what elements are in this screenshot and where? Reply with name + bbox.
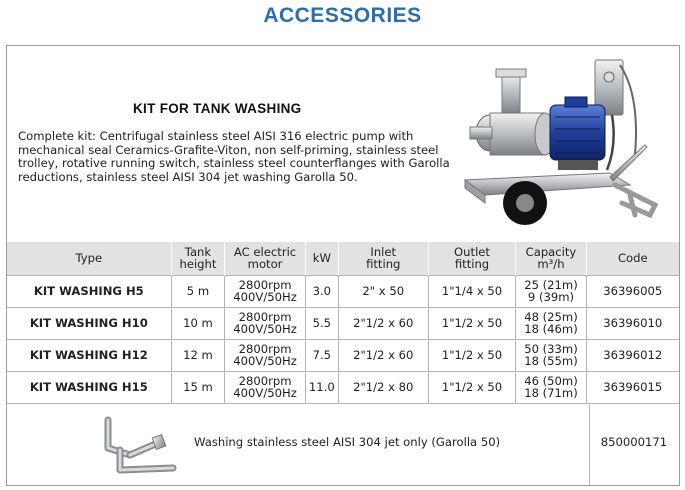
- cell-inlet: 2" x 50: [338, 275, 428, 307]
- kit-description: Complete kit: Centrifugal stainless steel AISI 316 electric pump with mechanical seal Ceramics-Grafite-Viton, non self-priming, stainless steel trolley, rotative running switch, stainless steel counterflanges with Garolla reductions, stainless steel AISI 304 jet washing Garolla 50.: [18, 129, 450, 184]
- cell-motor-voltage: 400V/50Hz: [233, 386, 297, 400]
- header-motor: [225, 242, 306, 275]
- cell-motor-voltage: 400V/50Hz: [233, 354, 297, 368]
- cell-inlet: 2"1/2 x 60: [338, 339, 428, 371]
- cell-height: 5 m: [171, 275, 225, 307]
- header-capacity-line1: Capacity: [525, 244, 577, 259]
- cell-kw: 7.5: [305, 339, 338, 371]
- cell-type: KIT WASHING H10: [7, 307, 171, 339]
- cell-outlet: 1"1/2 x 50: [428, 339, 516, 371]
- cell-motor: [225, 339, 306, 371]
- cell-capacity-line1: 25 (21m): [524, 277, 578, 292]
- cell-motor: [225, 275, 306, 307]
- cell-capacity-line1: 50 (33m): [524, 341, 578, 356]
- accessory-description: Washing stainless steel AISI 304 jet only (Garolla 50): [194, 435, 501, 449]
- header-kw-label: kW: [312, 251, 331, 265]
- table-row: [7, 307, 679, 339]
- header-kw: [305, 242, 338, 275]
- header-inlet-line2: fitting: [366, 257, 401, 272]
- cell-motor-rpm: 2800rpm: [238, 341, 292, 356]
- table-row: [7, 339, 679, 371]
- cell-outlet: 1"1/4 x 50: [428, 275, 516, 307]
- cell-capacity-line1: 48 (25m): [524, 309, 578, 324]
- header-inlet: [338, 242, 428, 275]
- header-capacity-line2: m³/h: [537, 257, 565, 272]
- cell-type: KIT WASHING H12: [7, 339, 171, 371]
- header-type: [7, 242, 171, 275]
- cell-kw: 3.0: [305, 275, 338, 307]
- cell-motor-voltage: 400V/50Hz: [233, 322, 297, 336]
- header-motor-line1: AC electric: [233, 244, 297, 259]
- cell-code: 36396015: [586, 371, 679, 403]
- cell-type: KIT WASHING H15: [7, 371, 171, 403]
- cell-kw: 11.0: [305, 371, 338, 403]
- cell-motor-rpm: 2800rpm: [238, 309, 292, 324]
- pump-kit-on-trolley-icon: [450, 55, 665, 235]
- cell-height: 10 m: [171, 307, 225, 339]
- cell-code: 36396010: [586, 307, 679, 339]
- cell-height: 12 m: [171, 339, 225, 371]
- cell-capacity-line2: 18 (46m): [524, 322, 578, 336]
- cell-motor-voltage: 400V/50Hz: [233, 290, 297, 304]
- header-outlet-line1: Outlet: [454, 244, 490, 259]
- header-tank-height: [171, 242, 225, 275]
- cell-capacity-line2: 9 (39m): [527, 290, 575, 304]
- table-row: [7, 275, 679, 307]
- cell-code: 36396005: [586, 275, 679, 307]
- page-title: ACCESSORIES: [263, 4, 422, 27]
- header-motor-line2: motor: [247, 257, 283, 272]
- cell-outlet: 1"1/2 x 50: [428, 307, 516, 339]
- cell-motor: [225, 307, 306, 339]
- cell-code: 36396012: [586, 339, 679, 371]
- header-outlet: [428, 242, 516, 275]
- header-capacity: [516, 242, 586, 275]
- header-inlet-line1: Inlet: [370, 244, 397, 259]
- table-header-row: [7, 242, 679, 275]
- cell-outlet: 1"1/2 x 50: [428, 371, 516, 403]
- cell-capacity: [516, 275, 586, 307]
- accessory-code: 850000171: [600, 435, 668, 449]
- cell-inlet: 2"1/2 x 60: [338, 307, 428, 339]
- cell-capacity-line2: 18 (55m): [524, 354, 578, 368]
- cell-inlet: 2"1/2 x 80: [338, 371, 428, 403]
- cell-capacity: [516, 339, 586, 371]
- header-type-label: Type: [75, 251, 103, 265]
- cell-motor: [225, 371, 306, 403]
- cell-motor-rpm: 2800rpm: [238, 277, 292, 292]
- cell-capacity-line2: 18 (71m): [524, 386, 578, 400]
- header-code-label: Code: [617, 251, 648, 265]
- cell-capacity: [516, 307, 586, 339]
- cell-capacity-line1: 46 (50m): [524, 373, 578, 388]
- header-code: [586, 242, 679, 275]
- kit-heading: KIT FOR TANK WASHING: [133, 101, 302, 116]
- table-row: [7, 371, 679, 403]
- cell-type: KIT WASHING H5: [7, 275, 171, 307]
- washing-jet-icon: [98, 410, 178, 478]
- header-tank-height-line2: height: [179, 257, 217, 272]
- cell-height: 15 m: [171, 371, 225, 403]
- header-tank-height-line1: Tank: [184, 244, 212, 259]
- cell-capacity: [516, 371, 586, 403]
- spec-table: [7, 242, 679, 404]
- cell-motor-rpm: 2800rpm: [238, 373, 292, 388]
- header-outlet-line2: fitting: [454, 257, 490, 272]
- cell-kw: 5.5: [305, 307, 338, 339]
